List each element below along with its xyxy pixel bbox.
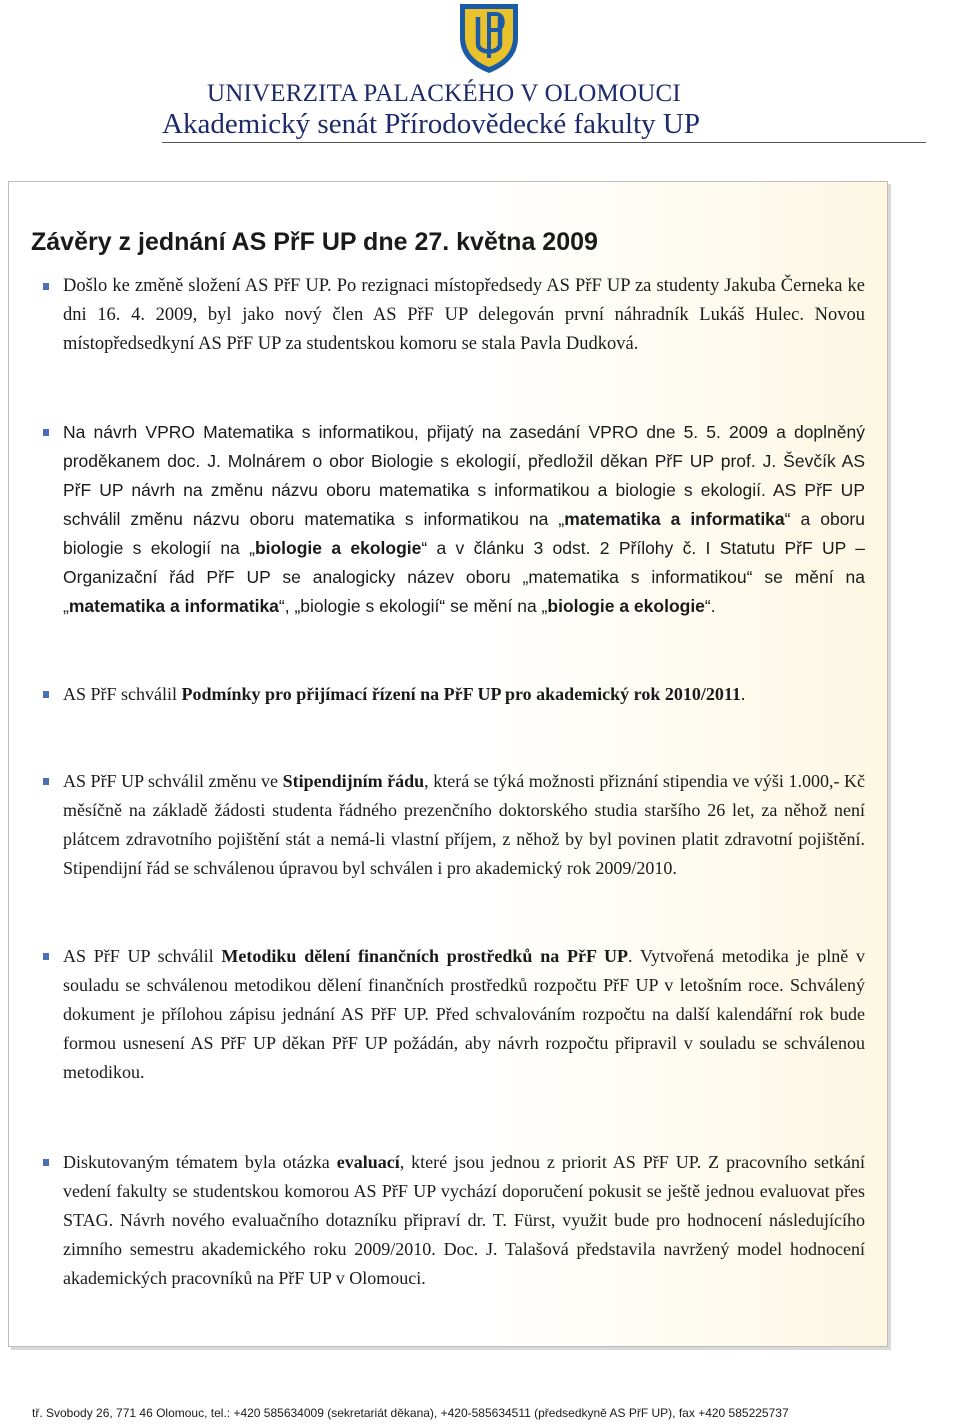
text-run: AS PřF UP schválil (63, 946, 222, 966)
list-item (63, 1148, 865, 1293)
bullet-icon (43, 778, 49, 785)
list-item (63, 767, 865, 883)
document-title: Závěry z jednání AS PřF UP dne 27. května 2009 (31, 228, 598, 256)
text-run: Došlo ke změně složení AS PřF UP. Po rezignaci místopředsedy AS PřF UP za studenty Jakuba Černeka ke dni 16. 4. 2009, byl jako nový člen AS PřF UP delegován první náhradník Lukáš Hulec. Novou místopředsedkyní AS PřF UP za studentskou komoru se stala Pavla Dudková. (63, 276, 865, 354)
bold-text: Podmínky pro přijímací řízení na PřF UP pro akademický rok 2010/2011 (181, 684, 741, 704)
bullet-icon (43, 953, 49, 960)
list-item (63, 272, 865, 359)
bold-text: matematika a informatika (68, 596, 279, 616)
text-run: AS PřF UP schválil změnu ve (63, 771, 283, 791)
university-name: UNIVERZITA PALACKÉHO V OLOMOUCI (207, 80, 681, 107)
text-run: “. (704, 596, 716, 616)
list-item (63, 418, 865, 621)
bold-text: biologie a ekologie (254, 538, 422, 558)
bold-text: Metodiku dělení finančních prostředků na PřF UP (221, 946, 629, 966)
text-run: “ a oboru biologie s ekologií na „ (63, 509, 865, 558)
text-run: “, „biologie s ekologií“ se mění na „ (278, 596, 548, 616)
text-run: “ a v článku 3 odst. 2 Přílohy č. I Statutu PřF UP – Organizační řád PřF UP se analogicky název oboru „matematika s informatikou“ se mění na „ (63, 538, 865, 616)
bullet-icon (43, 429, 49, 436)
text-run: . (740, 684, 746, 704)
senate-name: Akademický senát Přírodovědecké fakulty UP (162, 108, 700, 140)
text-run: Na návrh VPRO Matematika s informatikou, přijatý na zasedání VPRO dne 5. 5. 2009 a doplněný proděkanem doc. J. Molnárem o obor Biologie s ekologií, předložil děkan PřF UP prof. J. Ševčík AS PřF UP návrh na změnu názvu oboru matematika s informatikou a biologie s ekologií. AS PřF UP schválil změnu názvu oboru matematika s informatikou na „ (63, 422, 865, 529)
list-item (63, 942, 865, 1087)
bold-text: biologie a ekologie (547, 596, 705, 616)
text-run: , která se týká možnosti přiznání stipendia ve výši 1.000,- Kč měsíčně na základě žádosti studenta řádného prezenčního doktorského studia staršího 26 let, za něhož není plátcem zdravotního pojištění stát a nemá-li vlastní příjem, z něhož by byl povinen platit zdravotní pojištění. Stipendijní řád se schválenou úpravou byl schválen i pro akademický rok 2009/2010. (63, 771, 865, 878)
header-divider (162, 142, 926, 143)
text-run: . Vytvořená metodika je plně v souladu se schválenou metodikou dělení finančních prostředků rozpočtu PřF UP v letošním roce. Schválený dokument je přílohou zápisu jednání AS PřF UP. Před schvalováním rozpočtu na další kalendářní rok bude formou usnesení AS PřF UP děkan PřF UP požádán, aby návrh rozpočtu připravil v souladu se schválenou metodikou. (63, 946, 865, 1082)
bold-text: evaluací (336, 1152, 400, 1172)
footer-contact: tř. Svobody 26, 771 46 Olomouc, tel.: +420 585634009 (sekretariát děkana), +420-585634511 (předsedkyně AS PřF UP), fax +420 585225737 (32, 1406, 789, 1420)
bold-text: matematika a informatika (564, 509, 785, 529)
bold-text: Stipendijním řádu (282, 771, 425, 791)
list-item (63, 680, 865, 709)
bullet-icon (43, 1159, 49, 1166)
university-logo (456, 2, 522, 74)
text-run: AS PřF schválil (63, 684, 182, 704)
bullet-icon (43, 691, 49, 698)
text-run: Diskutovaným tématem byla otázka (63, 1152, 337, 1172)
bullet-icon (43, 283, 49, 290)
text-run: , které jsou jednou z priorit AS PřF UP. Z pracovního setkání vedení fakulty se studentskou komorou AS PřF UP vychází doporučení pokusit se ještě jednou evaluovat přes STAG. Návrh nového evaluačního dotazníku připraví dr. T. Fürst, využit bude pro hodnocení následujícího zimního semestru akademického roku 2009/2010. Doc. J. Talašová představila navržený model hodnocení akademických pracovníků na PřF UP v Olomouci. (63, 1152, 866, 1288)
